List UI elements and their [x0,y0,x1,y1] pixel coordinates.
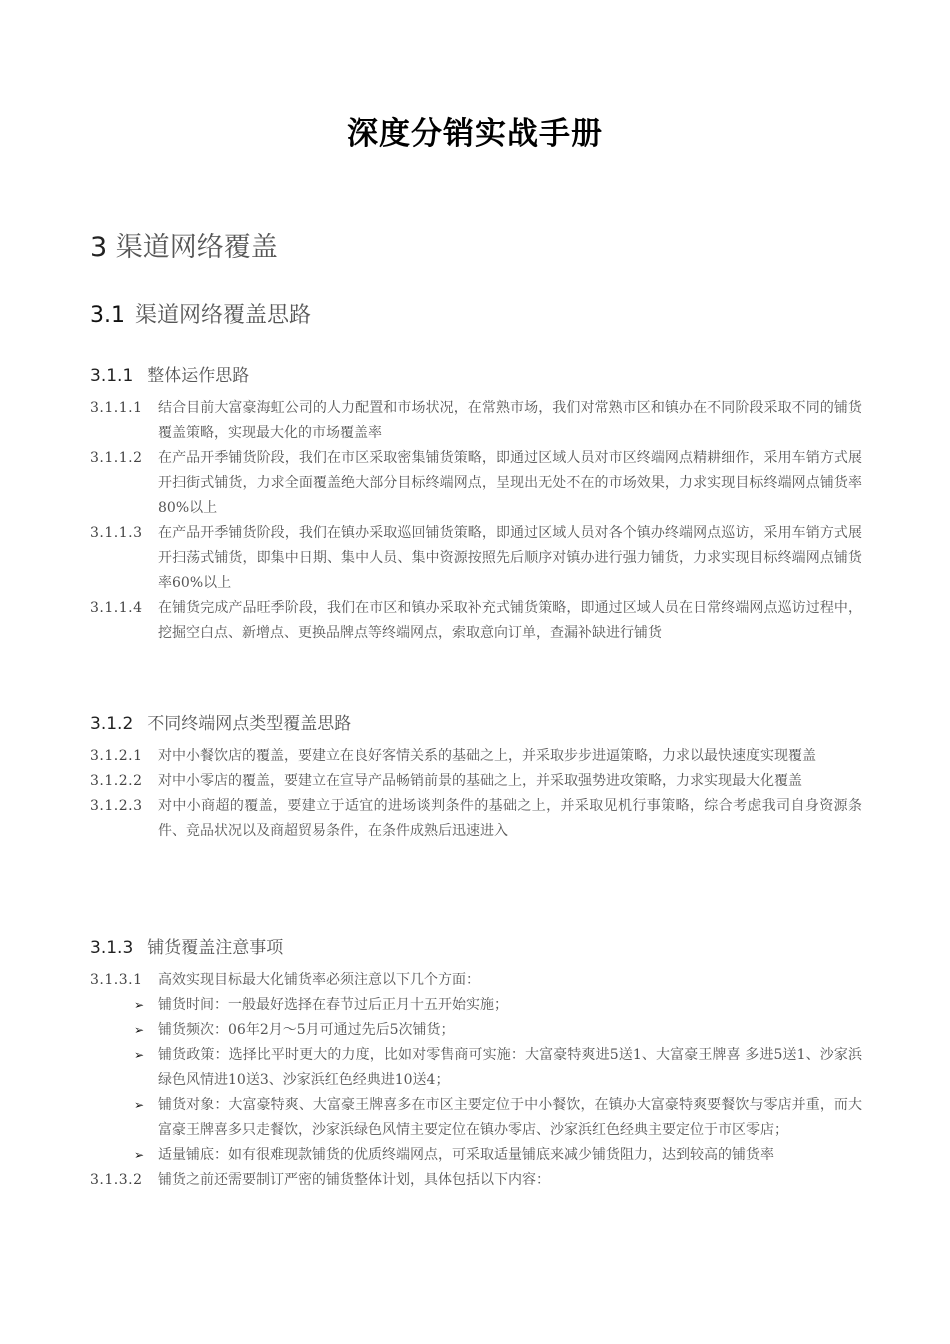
item-number: 3.1.1.1 [90,400,143,416]
item-text: 铺货之前还需要制订严密的铺货整体计划，具体包括以下内容： [158,1172,550,1188]
subsection-heading-3-1-3 [90,933,283,958]
bullet-item [134,1018,862,1043]
arrowhead-bullet-icon: ➢ [134,1023,145,1037]
subsection-body-3-1-3 [90,968,862,1193]
subsection-heading-3-1-2 [90,709,351,734]
arrowhead-bullet-icon: ➢ [134,1148,145,1162]
subsection-heading-3-1-1 [90,361,249,386]
section-title: 渠道网络覆盖思路 [135,303,312,328]
item-number: 3.1.3.2 [90,1172,143,1188]
subsection-body-3-1-1 [90,396,862,646]
list-item [90,968,862,993]
item-text: 高效实现目标最大化铺货率必须注意以下几个方面： [158,972,480,988]
chapter-title: 渠道网络覆盖 [115,232,278,263]
bullet-text: 铺货频次：06年2月～5月可通过先后5次铺货； [158,1022,455,1038]
arrowhead-bullet-icon: ➢ [134,1098,145,1112]
list-item [90,769,862,794]
item-text: 在产品开季铺货阶段，我们在镇办采取巡回铺货策略，即通过区域人员对各个镇办终端网点巡访，采用车销方式展开扫荡式铺货，即集中日期、集中人员、集中资源按照先后顺序对镇办进行强力铺货，力求实现目标终端网点铺货率60%以上 [158,525,862,591]
list-item [90,1168,862,1193]
bullet-text: 铺货政策：选择比平时更大的力度，比如对零售商可实施：大富豪特爽进5送1、大富豪王牌喜 多进5送1、沙家浜绿色风情进10送3、沙家浜红色经典进10送4； [158,1047,862,1088]
section-number: 3.1 [90,303,125,328]
bullet-text: 铺货对象：大富豪特爽、大富豪王牌喜多在市区主要定位于中小餐饮，在镇办大富豪特爽要餐饮与零店并重，而大富豪王牌喜多只走餐饮，沙家浜绿色风情主要定位在镇办零店、沙家浜红色经典主要定位于市区零店； [158,1097,862,1138]
arrowhead-bullet-icon: ➢ [134,998,145,1012]
item-number: 3.1.1.2 [90,450,143,466]
item-number: 3.1.2.3 [90,798,143,814]
list-item [90,446,862,521]
list-item [90,521,862,596]
list-item [90,744,862,769]
list-item [90,794,862,844]
item-text: 对中小商超的覆盖，要建立于适宜的进场谈判条件的基础之上，并采取见机行事策略，综合考虑我司自身资源条件、竞品状况以及商超贸易条件，在条件成熟后迅速进入 [158,798,862,839]
subsection-number: 3.1.3 [90,938,134,958]
item-number: 3.1.2.2 [90,773,143,789]
list-item [90,596,862,646]
bullet-item [134,1043,862,1093]
section-heading-3-1 [90,298,311,329]
subsection-body-3-1-2 [90,744,862,844]
item-text: 结合目前大富豪海虹公司的人力配置和市场状况，在常熟市场，我们对常熟市区和镇办在不同阶段采取不同的铺货覆盖策略，实现最大化的市场覆盖率 [158,400,862,441]
bullet-item [134,1143,862,1168]
document-title: 深度分销实战手册 [347,116,603,152]
chapter-number: 3 [90,232,108,263]
subsection-title: 整体运作思路 [147,366,250,386]
item-number: 3.1.2.1 [90,748,143,764]
bullet-item [134,993,862,1018]
item-text: 对中小餐饮店的覆盖，要建立在良好客情关系的基础之上，并采取步步进逼策略，力求以最快速度实现覆盖 [158,748,816,764]
subsection-title: 不同终端网点类型覆盖思路 [147,714,352,734]
subsection-title: 铺货覆盖注意事项 [147,938,284,958]
subsection-number: 3.1.1 [90,366,134,386]
subsection-number: 3.1.2 [90,714,134,734]
item-number: 3.1.3.1 [90,972,143,988]
item-text: 在铺货完成产品旺季阶段，我们在市区和镇办采取补充式铺货策略，即通过区域人员在日常终端网点巡访过程中，挖掘空白点、新增点、更换品牌点等终端网点，索取意向订单，查漏补缺进行铺货 [158,600,862,641]
bullet-item [134,1093,862,1143]
item-number: 3.1.1.3 [90,525,143,541]
list-item [90,396,862,446]
bullet-text: 铺货时间：一般最好选择在春节过后正月十五开始实施； [158,997,508,1013]
chapter-heading [90,225,278,264]
bullet-text: 适量铺底：如有很难现款铺货的优质终端网点，可采取适量铺底来减少铺货阻力，达到较高的铺货率 [158,1147,774,1163]
arrowhead-bullet-icon: ➢ [134,1048,145,1062]
item-text: 在产品开季铺货阶段，我们在市区采取密集铺货策略，即通过区域人员对市区终端网点精耕细作，采用车销方式展开扫街式铺货，力求全面覆盖绝大部分目标终端网点，呈现出无处不在的市场效果，力求实现目标终端网点铺货率80%以上 [158,450,862,516]
item-number: 3.1.1.4 [90,600,143,616]
item-text: 对中小零店的覆盖，要建立在宣导产品畅销前景的基础之上，并采取强势进攻策略，力求实现最大化覆盖 [158,773,802,789]
